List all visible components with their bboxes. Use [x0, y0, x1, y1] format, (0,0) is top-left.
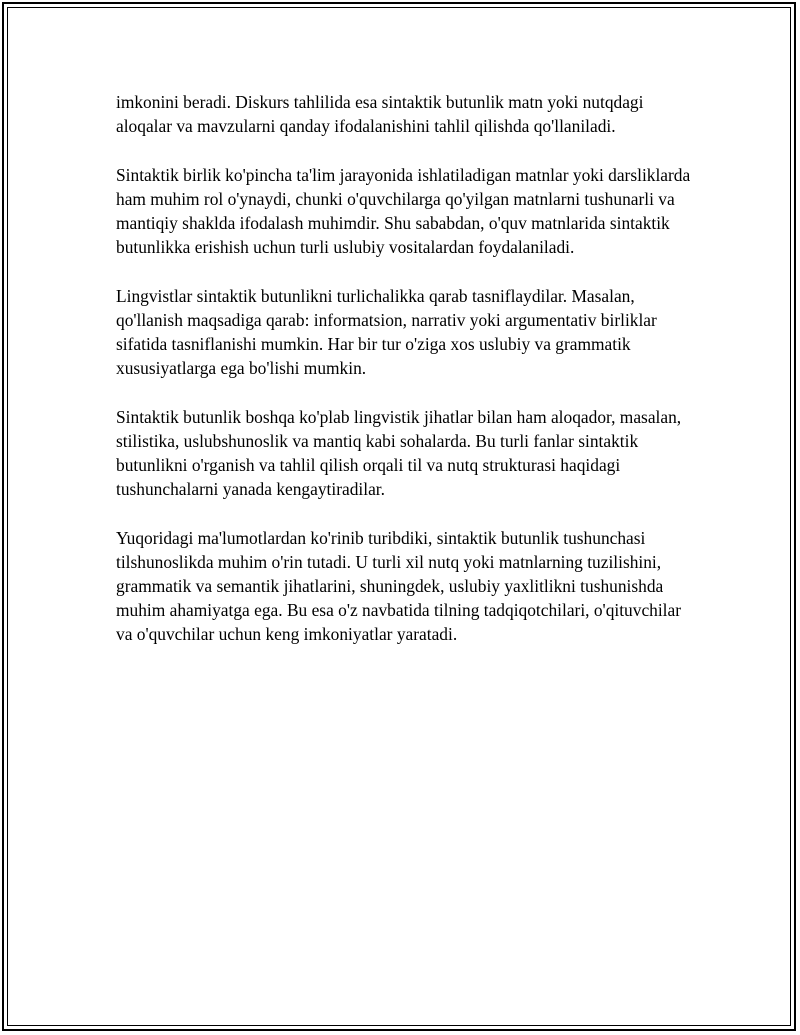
paragraph-5: Yuqoridagi ma'lumotlardan ko'rinib turibdiki, sintaktik butunlik tushunchasi tilshunoslikda muhim o'rin tutadi. U turli xil nutq yoki matnlarning tuzilishini, grammatik va semantik jihatlarini, shuningdek, uslubiy yaxlitlikni tushunishda muhim ahamiyatga ega. Bu esa o'z navbatida tilning tadqiqotchilari, o'qituvchilar va o'quvchilar uchun keng imkoniyatlar yaratadi.	[116, 527, 682, 645]
paragraph-1: imkonini beradi. Diskurs tahlilida esa sintaktik butunlik matn yoki nutqdagi aloqalar va mavzularni qanday ifodalanishini tahlil qilishda qo'llaniladi.	[116, 92, 644, 137]
paragraph-3: Lingvistlar sintaktik butunlikni turlichalikka qarab tasniflaydilar. Masalan, qo'llanish maqsadiga qarab: informatsion, narrativ yoki argumentativ birliklar sifatida tasniflanishi mumkin. Har bir tur o'ziga xos uslubiy va grammatik xususiyatlarga ega bo'lishi mumkin.	[116, 285, 657, 379]
paragraph-4: Sintaktik butunlik boshqa ko'plab lingvistik jihatlar bilan ham aloqador, masalan, stilistika, uslubshunoslik va mantiq kabi sohalarda. Bu turli fanlar sintaktik butunlikni o'rganish va tahlil qilish orqali til va nutq strukturasi haqidagi tushunchalarni yanada kengaytiradilar.	[116, 406, 682, 500]
document-body	[116, 90, 692, 671]
paragraph-2: Sintaktik birlik ko'pincha ta'lim jarayonida ishlatiladigan matnlar yoki darsliklarda ham muhim rol o'ynaydi, chunki o'quvchilarga qo'yilgan matnlarni tushunarli va mantiqiy shaklda ifodalash muhimdir. Shu sababdan, o'quv matnlarida sintaktik butunlikka erishish uchun turli uslubiy vositalardan foydalaniladi.	[116, 164, 691, 258]
